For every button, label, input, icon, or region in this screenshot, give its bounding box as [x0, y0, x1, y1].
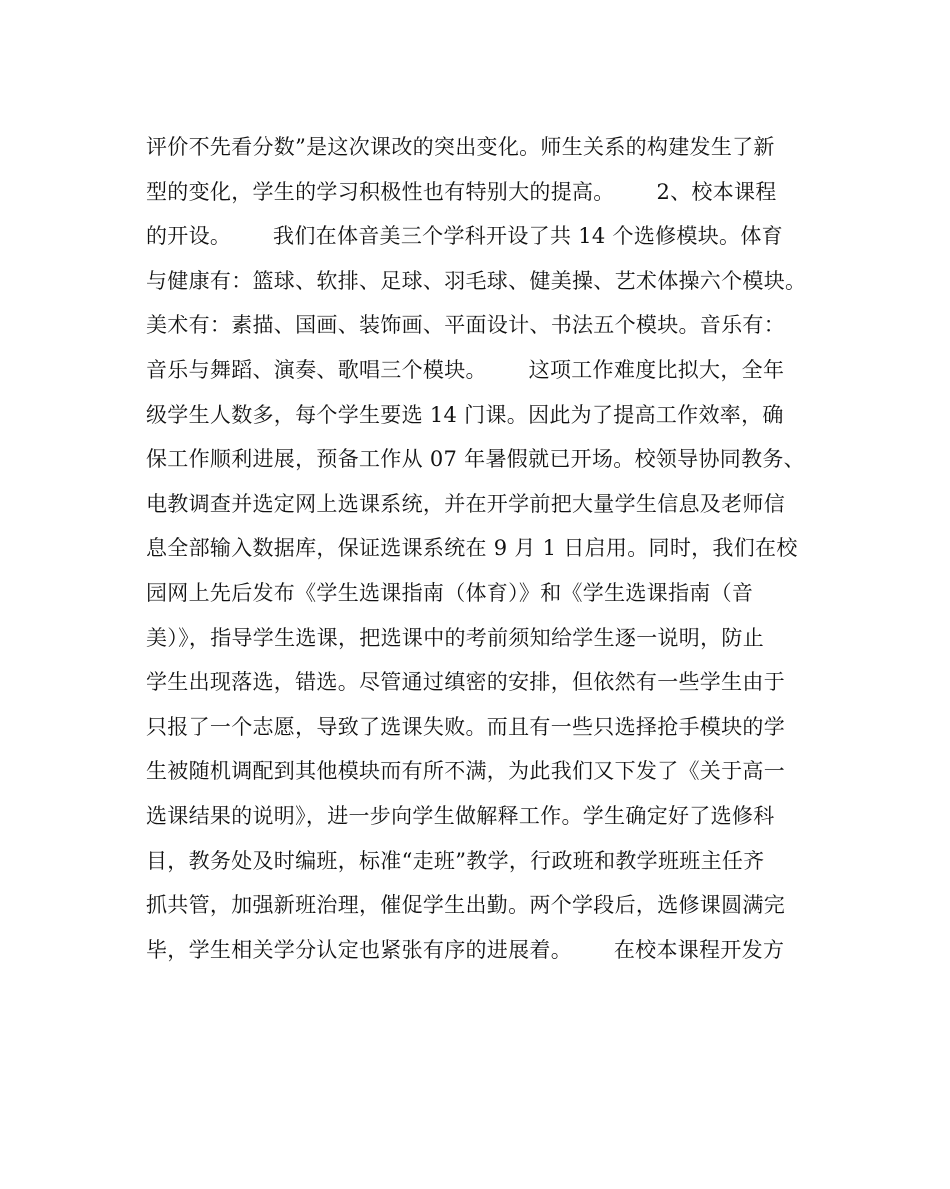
text-line: 评价不先看分数”是这次课改的突出变化。师生关系的构建发生了新 [146, 135, 775, 159]
text-line: 的开设。 我们在体音美三个学科开设了共 14 个选修模块。体育 [146, 224, 783, 249]
text-line: 与健康有：篮球、软排、足球、羽毛球、健美操、艺术体操六个模块。 [146, 268, 807, 293]
text-line: 学生出现落选，错选。尽管通过缜密的安排，但依然有一些学生由于 [146, 670, 785, 695]
text-line: 选课结果的说明》，进一步向学生做解释工作。学生确定好了选修科 [146, 803, 775, 828]
text-line: 目，教务处及时编班，标准“走班”教学，行政班和教学班班主任齐 [146, 848, 765, 873]
text-line: 型的变化，学生的学习积极性也有特别大的提高。 2、校本课程 [146, 179, 777, 204]
text-line: 电教调查并选定网上选课系统，并在开学前把大量学生信息及老师信 [146, 491, 785, 516]
text-line: 抓共管，加强新班治理，催促学生出勤。两个学段后，选修课圆满完 [146, 893, 785, 918]
text-line: 音乐与舞蹈、演奏、歌唱三个模块。 这项工作难度比拟大，全年 [146, 357, 785, 382]
text-line: 美术有：素描、国画、装饰画、平面设计、书法五个模块。音乐有： [146, 313, 785, 338]
body-text [146, 125, 826, 972]
text-line: 美）》，指导学生选课，把选课中的考前须知给学生逐一说明，防止 [146, 625, 764, 650]
text-line: 生被随机调配到其他模块而有所不满，为此我们又下发了《关于高一 [146, 759, 785, 784]
text-line: 只报了一个志愿，导致了选课失败。而且有一些只选择抢手模块的学 [146, 714, 785, 739]
text-line: 园网上先后发布《学生选课指南（体育）》和《学生选课指南（音 [146, 580, 754, 605]
text-line: 保工作顺利进展，预备工作从 07 年暑假就已开场。校领导协同教务、 [146, 447, 805, 472]
text-line: 毕，学生相关学分认定也紧张有序的进展着。 在校本课程开发方 [146, 937, 785, 962]
text-line: 级学生人数多，每个学生要选 14 门课。因此为了提高工作效率，确 [146, 402, 784, 427]
text-line: 息全部输入数据库，保证选课系统在 9 月 1 日启用。同时，我们在校 [146, 536, 798, 561]
